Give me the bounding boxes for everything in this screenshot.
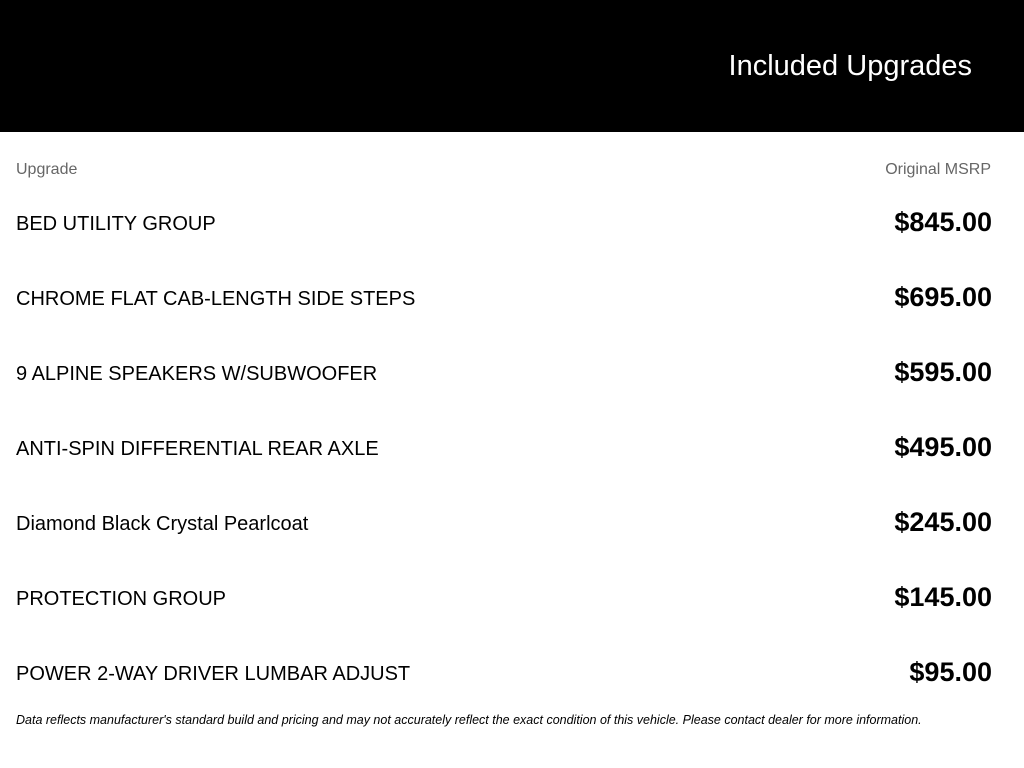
upgrade-name: 9 ALPINE SPEAKERS W/SUBWOOFER <box>16 363 378 385</box>
column-header-upgrade: Upgrade <box>16 161 78 178</box>
upgrade-price: $595.00 <box>894 357 992 387</box>
list-item <box>0 635 1024 710</box>
list-item <box>0 560 1024 635</box>
upgrade-price: $495.00 <box>894 432 992 462</box>
upgrade-name: POWER 2-WAY DRIVER LUMBAR ADJUST <box>16 663 411 685</box>
upgrade-name: BED UTILITY GROUP <box>16 213 216 235</box>
upgrade-price: $95.00 <box>909 657 992 687</box>
upgrade-price: $845.00 <box>894 207 992 237</box>
header-bar <box>0 0 1024 132</box>
upgrade-price: $695.00 <box>894 282 992 312</box>
upgrade-name: CHROME FLAT CAB-LENGTH SIDE STEPS <box>16 288 416 310</box>
disclaimer-text: Data reflects manufacturer's standard build and pricing and may not accurately reflect the exact condition of this vehicle. Please contact dealer for more information. <box>16 713 922 727</box>
upgrade-price: $145.00 <box>894 582 992 612</box>
upgrade-price: $245.00 <box>894 507 992 537</box>
list-item <box>0 485 1024 560</box>
upgrade-name: PROTECTION GROUP <box>16 588 227 610</box>
column-header-msrp: Original MSRP <box>885 161 991 178</box>
upgrade-name: Diamond Black Crystal Pearlcoat <box>16 513 309 535</box>
page-title: Included Upgrades <box>728 50 972 82</box>
list-item <box>0 185 1024 260</box>
list-item <box>0 335 1024 410</box>
list-item <box>0 260 1024 335</box>
upgrades-list <box>0 185 1024 710</box>
upgrade-name: ANTI-SPIN DIFFERENTIAL REAR AXLE <box>16 438 379 460</box>
list-item <box>0 410 1024 485</box>
